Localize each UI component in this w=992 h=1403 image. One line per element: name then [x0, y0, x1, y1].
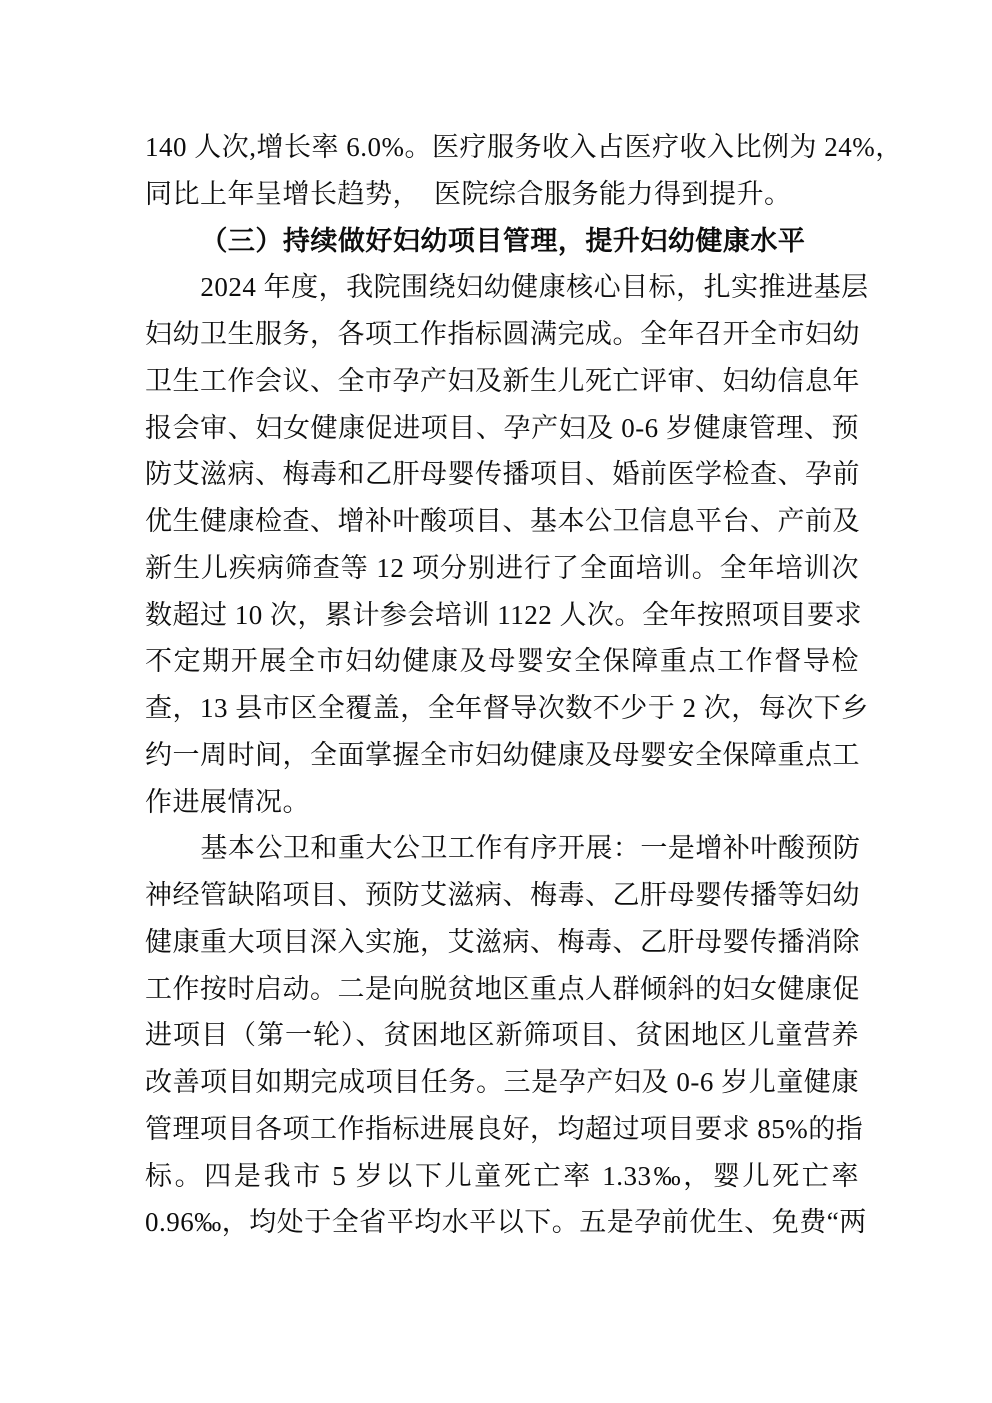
text-line: 约一周时间，全面掌握全市妇幼健康及母婴安全保障重点工 [145, 739, 860, 770]
section-heading: （三）持续做好妇幼项目管理，提升妇幼健康水平 [200, 225, 806, 256]
document-body [145, 124, 903, 1246]
text-line: 标。四是我市 5 岁以下儿童死亡率 1.33‰，婴儿死亡率 [145, 1160, 859, 1191]
text-line: 140 人次,增长率 6.0%。医疗服务收入占医疗收入比例为 24%， [145, 132, 903, 162]
text-line: 神经管缺陷项目、预防艾滋病、梅毒、乙肝母婴传播等妇幼 [145, 880, 860, 910]
text-line: 2024 年度，我院围绕妇幼健康核心目标，扎实推进基层 [200, 272, 869, 303]
text-line: 优生健康检查、增补叶酸项目、基本公卫信息平台、产前及 [145, 506, 860, 536]
text-line: 新生儿疾病筛查等 12 项分别进行了全面培训。全年培训次 [145, 552, 859, 583]
text-line: 报会审、妇女健康促进项目、孕产妇及 0-6 岁健康管理、预 [145, 412, 859, 443]
text-line: 数超过 10 次，累计参会培训 1122 人次。全年按照项目要求 [145, 599, 862, 630]
text-line: 同比上年呈增长趋势， 医院综合服务能力得到提升。 [145, 178, 792, 209]
text-line: 基本公卫和重大公卫工作有序开展：一是增补叶酸预防 [200, 833, 861, 864]
text-line: 卫生工作会议、全市孕产妇及新生儿死亡评审、妇幼信息年 [145, 365, 860, 396]
text-line: 妇幼卫生服务，各项工作指标圆满完成。全年召开全市妇幼 [145, 319, 860, 349]
text-line: 改善项目如期完成项目任务。三是孕产妇及 0-6 岁儿童健康 [145, 1067, 859, 1097]
text-line: 0.96‰，均处于全省平均水平以下。五是孕前优生、免费“两 [145, 1207, 867, 1238]
text-line: 健康重大项目深入实施，艾滋病、梅毒、乙肝母婴传播消除 [145, 926, 860, 957]
text-line: 工作按时启动。二是向脱贫地区重点人群倾斜的妇女健康促 [145, 973, 860, 1004]
text-line: 管理项目各项工作指标进展良好，均超过项目要求 85%的指 [145, 1113, 864, 1144]
text-line: 作进展情况。 [145, 786, 310, 817]
text-line: 防艾滋病、梅毒和乙肝母婴传播项目、婚前医学检查、孕前 [145, 459, 860, 490]
text-line: 进项目（第一轮）、贫困地区新筛项目、贫困地区儿童营养 [145, 1020, 859, 1051]
text-line: 查，13 县市区全覆盖，全年督导次数不少于 2 次，每次下乡 [145, 693, 869, 723]
text-line: 不定期开展全市妇幼健康及母婴安全保障重点工作督导检 [145, 646, 859, 677]
